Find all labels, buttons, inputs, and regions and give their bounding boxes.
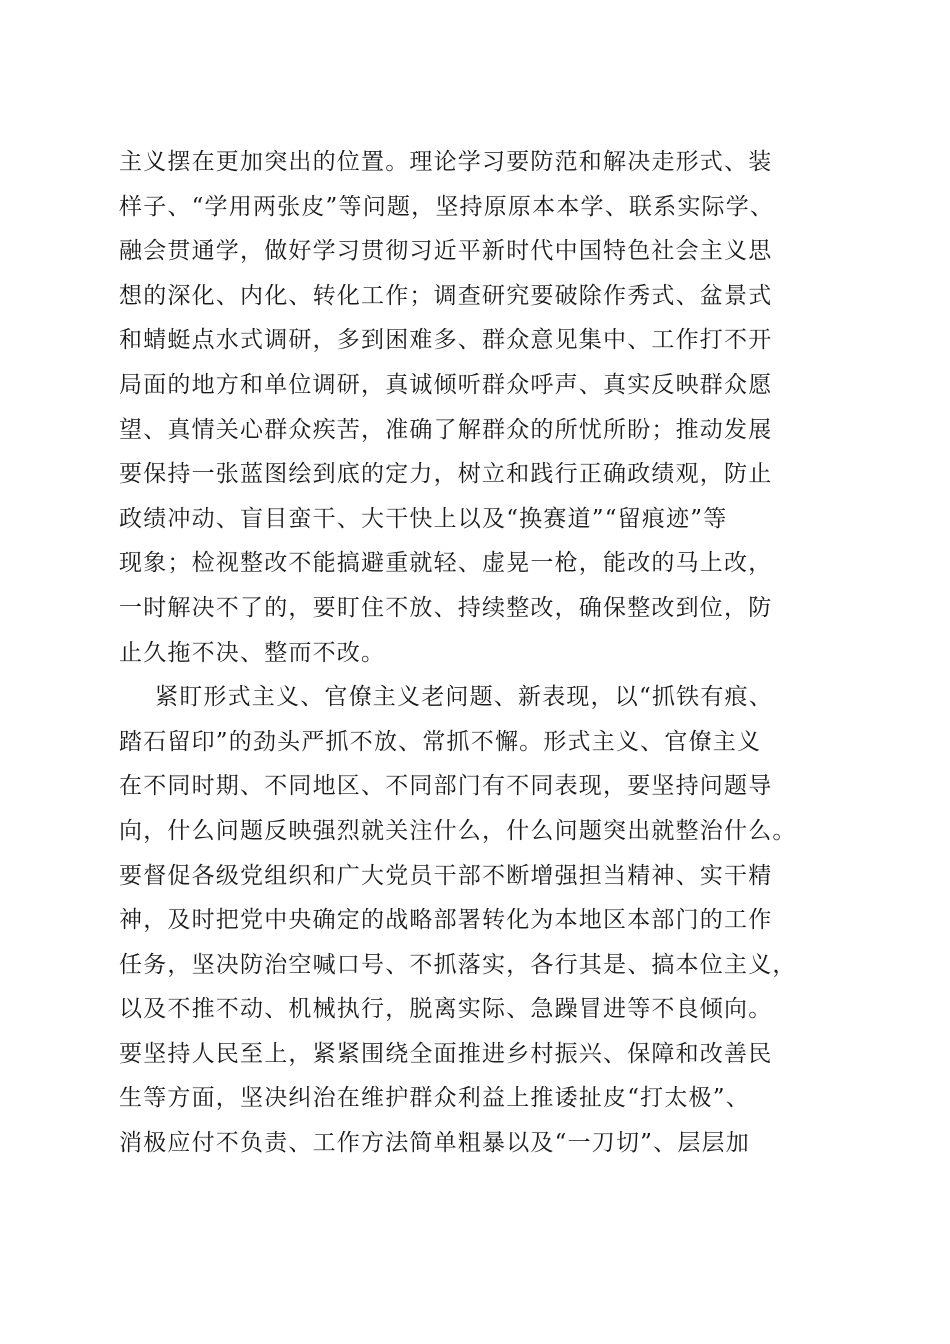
body-text	[119, 140, 834, 1166]
text-line: 一时解决不了的，要盯住不放、持续整改，确保整改到位，防	[119, 594, 773, 621]
text-line: 向，什么问题反映强烈就关注什么，什么问题突出就整治什么。	[119, 817, 797, 844]
text-line: 要坚持人民至上，紧紧围绕全面推进乡村振兴、保障和改善民	[119, 1040, 773, 1067]
text-line: 现象；检视整改不能搞避重就轻、虚晃一枪，能改的马上改，	[119, 550, 773, 577]
text-line: 止久拖不决、整而不改。	[119, 639, 386, 666]
text-line: 主义摆在更加突出的位置。理论学习要防范和解决走形式、装	[119, 149, 773, 175]
text-line: 消极应付不负责、工作方法简单粗暴以及“一刀切”、层层加	[119, 1130, 750, 1157]
text-line: 在不同时期、不同地区、不同部门有不同表现，要坚持问题导	[119, 773, 773, 800]
text-line: 局面的地方和单位调研，真诚倾听群众呼声、真实反映群众愿	[119, 371, 773, 398]
text-line: 生等方面，坚决纠治在维护群众利益上推诿扯皮“打太极”、	[119, 1085, 750, 1112]
text-line: 想的深化、内化、转化工作；调查研究要破除作秀式、盆景式	[119, 282, 773, 309]
text-line: 神，及时把党中央确定的战略部署转化为本地区本部门的工作	[119, 907, 773, 934]
text-line: 和蜻蜓点水式调研，多到困难多、群众意见集中、工作打不开	[119, 327, 773, 354]
paragraph-start-line: 紧盯形式主义、官僚主义老问题、新表现，以“抓铁有痕、	[155, 684, 773, 711]
text-line: 融会贯通学，做好学习贯彻习近平新时代中国特色社会主义思	[119, 238, 773, 265]
text-line: 样子、“学用两张皮”等问题，坚持原原本本学、联系实际学、	[119, 193, 775, 220]
text-line: 要保持一张蓝图绘到底的定力，树立和践行正确政绩观，防止	[119, 461, 773, 488]
text-line: 要督促各级党组织和广大党员干部不断增强担当精神、实干精	[119, 862, 773, 889]
text-line: 踏石留印”的劲头严抓不放、常抓不懈。形式主义、官僚主义	[119, 728, 762, 755]
text-line: 以及不推不动、机械执行，脱离实际、急躁冒进等不良倾向。	[119, 996, 773, 1023]
text-line: 任务，坚决防治空喊口号、不抓落实，各行其是、搞本位主义，	[119, 951, 797, 978]
text-line: 政绩冲动、盲目蛮干、大干快上以及“换赛道”“留痕迹”等	[119, 505, 728, 532]
text-line: 望、真情关心群众疾苦，准确了解群众的所忧所盼；推动发展	[119, 416, 773, 443]
